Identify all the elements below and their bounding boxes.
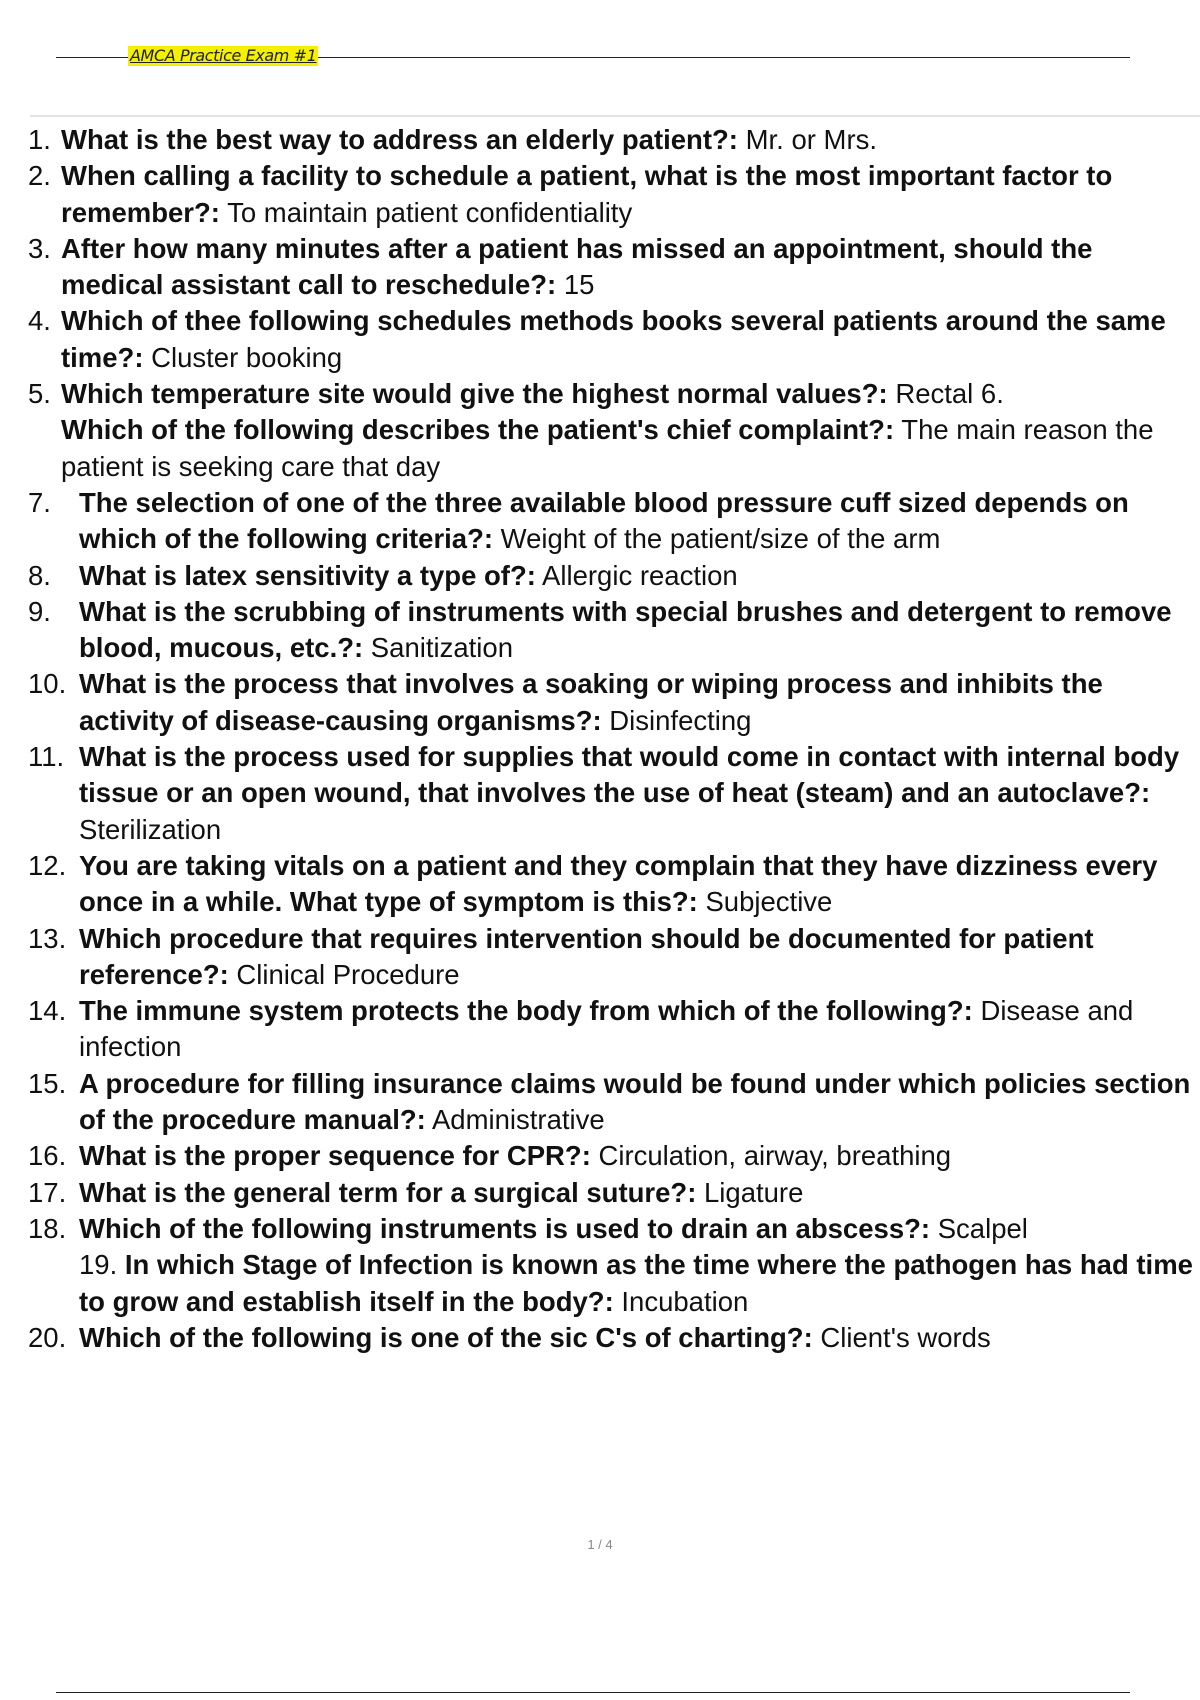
list-item bbox=[28, 485, 1200, 558]
answer-text: 15 bbox=[556, 269, 595, 301]
item-number: 18. bbox=[28, 1212, 67, 1244]
question-text: What is the general term for a surgical suture?: bbox=[79, 1176, 697, 1208]
list-item bbox=[28, 158, 1200, 231]
answer-text: The main reason the patient is seeking care that day bbox=[61, 414, 1154, 482]
list-item bbox=[28, 303, 1200, 376]
answer-text: Weight of the patient/size of the arm bbox=[493, 523, 941, 555]
question-text: What is the process that involves a soaking or wiping process and inhibits the activity of disease-causing organisms?: bbox=[79, 668, 1103, 736]
answer-text: Mr. or Mrs. bbox=[737, 124, 877, 155]
list-item bbox=[28, 412, 1200, 485]
item-number: 17. bbox=[28, 1176, 67, 1208]
question-list bbox=[28, 122, 1200, 1356]
item-number: 5. bbox=[28, 378, 51, 410]
item-number: 16. bbox=[28, 1140, 67, 1172]
item-number: 7. bbox=[28, 486, 51, 518]
item-number: 8. bbox=[28, 559, 51, 591]
item-number: 13. bbox=[28, 922, 67, 954]
item-number: 15. bbox=[28, 1067, 67, 1099]
question-text: What is the proper sequence for CPR?: bbox=[79, 1140, 591, 1172]
question-text: Which of the following describes the patient's chief complaint?: bbox=[61, 414, 895, 446]
list-item bbox=[28, 1066, 1200, 1139]
answer-text: Sterilization bbox=[79, 813, 222, 845]
list-item bbox=[28, 231, 1200, 304]
list-item bbox=[28, 666, 1200, 739]
item-number: 19. bbox=[79, 1249, 118, 1281]
document-title: AMCA Practice Exam #1 bbox=[130, 46, 317, 65]
answer-text: Disinfecting bbox=[601, 704, 752, 736]
answer-text: Scalpel bbox=[930, 1212, 1028, 1244]
question-text: When calling a facility to schedule a patient, what is the most important factor to remember?: bbox=[61, 160, 1113, 228]
question-text: The selection of one of the three available blood pressure cuff sized depends on which of the following criteria?: bbox=[79, 486, 1129, 555]
answer-text: Administrative bbox=[425, 1104, 605, 1136]
question-text: The immune system protects the body from which of the following?: bbox=[79, 995, 973, 1027]
item-number: 14. bbox=[28, 995, 67, 1027]
list-item bbox=[28, 739, 1200, 848]
answer-text: Ligature bbox=[696, 1176, 804, 1208]
footer-rule bbox=[56, 1692, 1130, 1693]
divider bbox=[30, 115, 1200, 117]
list-item bbox=[28, 1247, 1200, 1320]
question-text: In which Stage of Infection is known as the time where the pathogen has had time to grow and establish itself in the body?: bbox=[79, 1249, 1193, 1317]
question-text: What is the best way to address an elderly patient?: bbox=[61, 124, 738, 155]
list-item bbox=[28, 376, 1200, 412]
item-number: 9. bbox=[28, 595, 51, 627]
answer-text: Disease and infection bbox=[79, 995, 1134, 1063]
answer-text: Allergic reaction bbox=[535, 559, 738, 591]
question-text: You are taking vitals on a patient and they complain that they have dizziness every once in a while. What type of symptom is this?: bbox=[79, 849, 1158, 918]
list-item bbox=[28, 993, 1200, 1066]
question-text: What is the process used for supplies that would come in contact with internal body tissue or an open wound, that involves the use of heat (steam) and an autoclave?: bbox=[79, 741, 1180, 809]
item-number: 10. bbox=[28, 668, 67, 700]
answer-text: Sanitization bbox=[363, 632, 513, 664]
question-text: Which of the following is one of the sic C's of charting?: bbox=[79, 1321, 813, 1353]
answer-text: To maintain patient confidentiality bbox=[219, 196, 633, 228]
list-item bbox=[28, 558, 1200, 594]
answer-text: Clinical Procedure bbox=[228, 958, 460, 990]
list-item bbox=[28, 1138, 1200, 1174]
answer-text: Incubation bbox=[613, 1285, 749, 1317]
list-item bbox=[28, 594, 1200, 667]
question-text: Which procedure that requires intervention should be documented for patient reference?: bbox=[79, 922, 1094, 990]
question-text: After how many minutes after a patient has missed an appointment, should the medical assistant call to reschedule?: bbox=[61, 232, 1093, 301]
question-text: Which of the following instruments is used to drain an abscess?: bbox=[79, 1212, 931, 1244]
item-number: 11. bbox=[28, 741, 65, 773]
item-number: 20. bbox=[28, 1321, 67, 1353]
list-item bbox=[28, 1175, 1200, 1211]
list-item bbox=[28, 1320, 1200, 1356]
item-number: 2. bbox=[28, 160, 51, 192]
answer-text: Cluster booking bbox=[143, 341, 343, 373]
question-text: What is the scrubbing of instruments with special brushes and detergent to remove blood, mucous, etc.?: bbox=[79, 595, 1172, 664]
question-text: Which of thee following schedules methods books several patients around the same time?: bbox=[61, 305, 1166, 373]
question-text: A procedure for filling insurance claims would be found under which policies section of the procedure manual?: bbox=[79, 1067, 1191, 1136]
answer-text: Rectal 6. bbox=[887, 378, 1004, 410]
list-item bbox=[28, 1211, 1200, 1247]
answer-text: Client's words bbox=[812, 1321, 991, 1353]
answer-text: Circulation, airway, breathing bbox=[590, 1140, 952, 1172]
list-item bbox=[28, 921, 1200, 994]
question-text: Which temperature site would give the highest normal values?: bbox=[61, 378, 888, 410]
page-number: 1 / 4 bbox=[587, 1537, 613, 1552]
list-item bbox=[28, 122, 1200, 158]
item-number: 4. bbox=[28, 305, 51, 337]
answer-text: Subjective bbox=[697, 886, 833, 918]
item-number: 1. bbox=[28, 124, 51, 155]
item-number: 3. bbox=[28, 232, 51, 264]
item-number: 12. bbox=[28, 849, 67, 881]
question-text: What is latex sensitivity a type of?: bbox=[79, 559, 536, 591]
list-item bbox=[28, 848, 1200, 921]
